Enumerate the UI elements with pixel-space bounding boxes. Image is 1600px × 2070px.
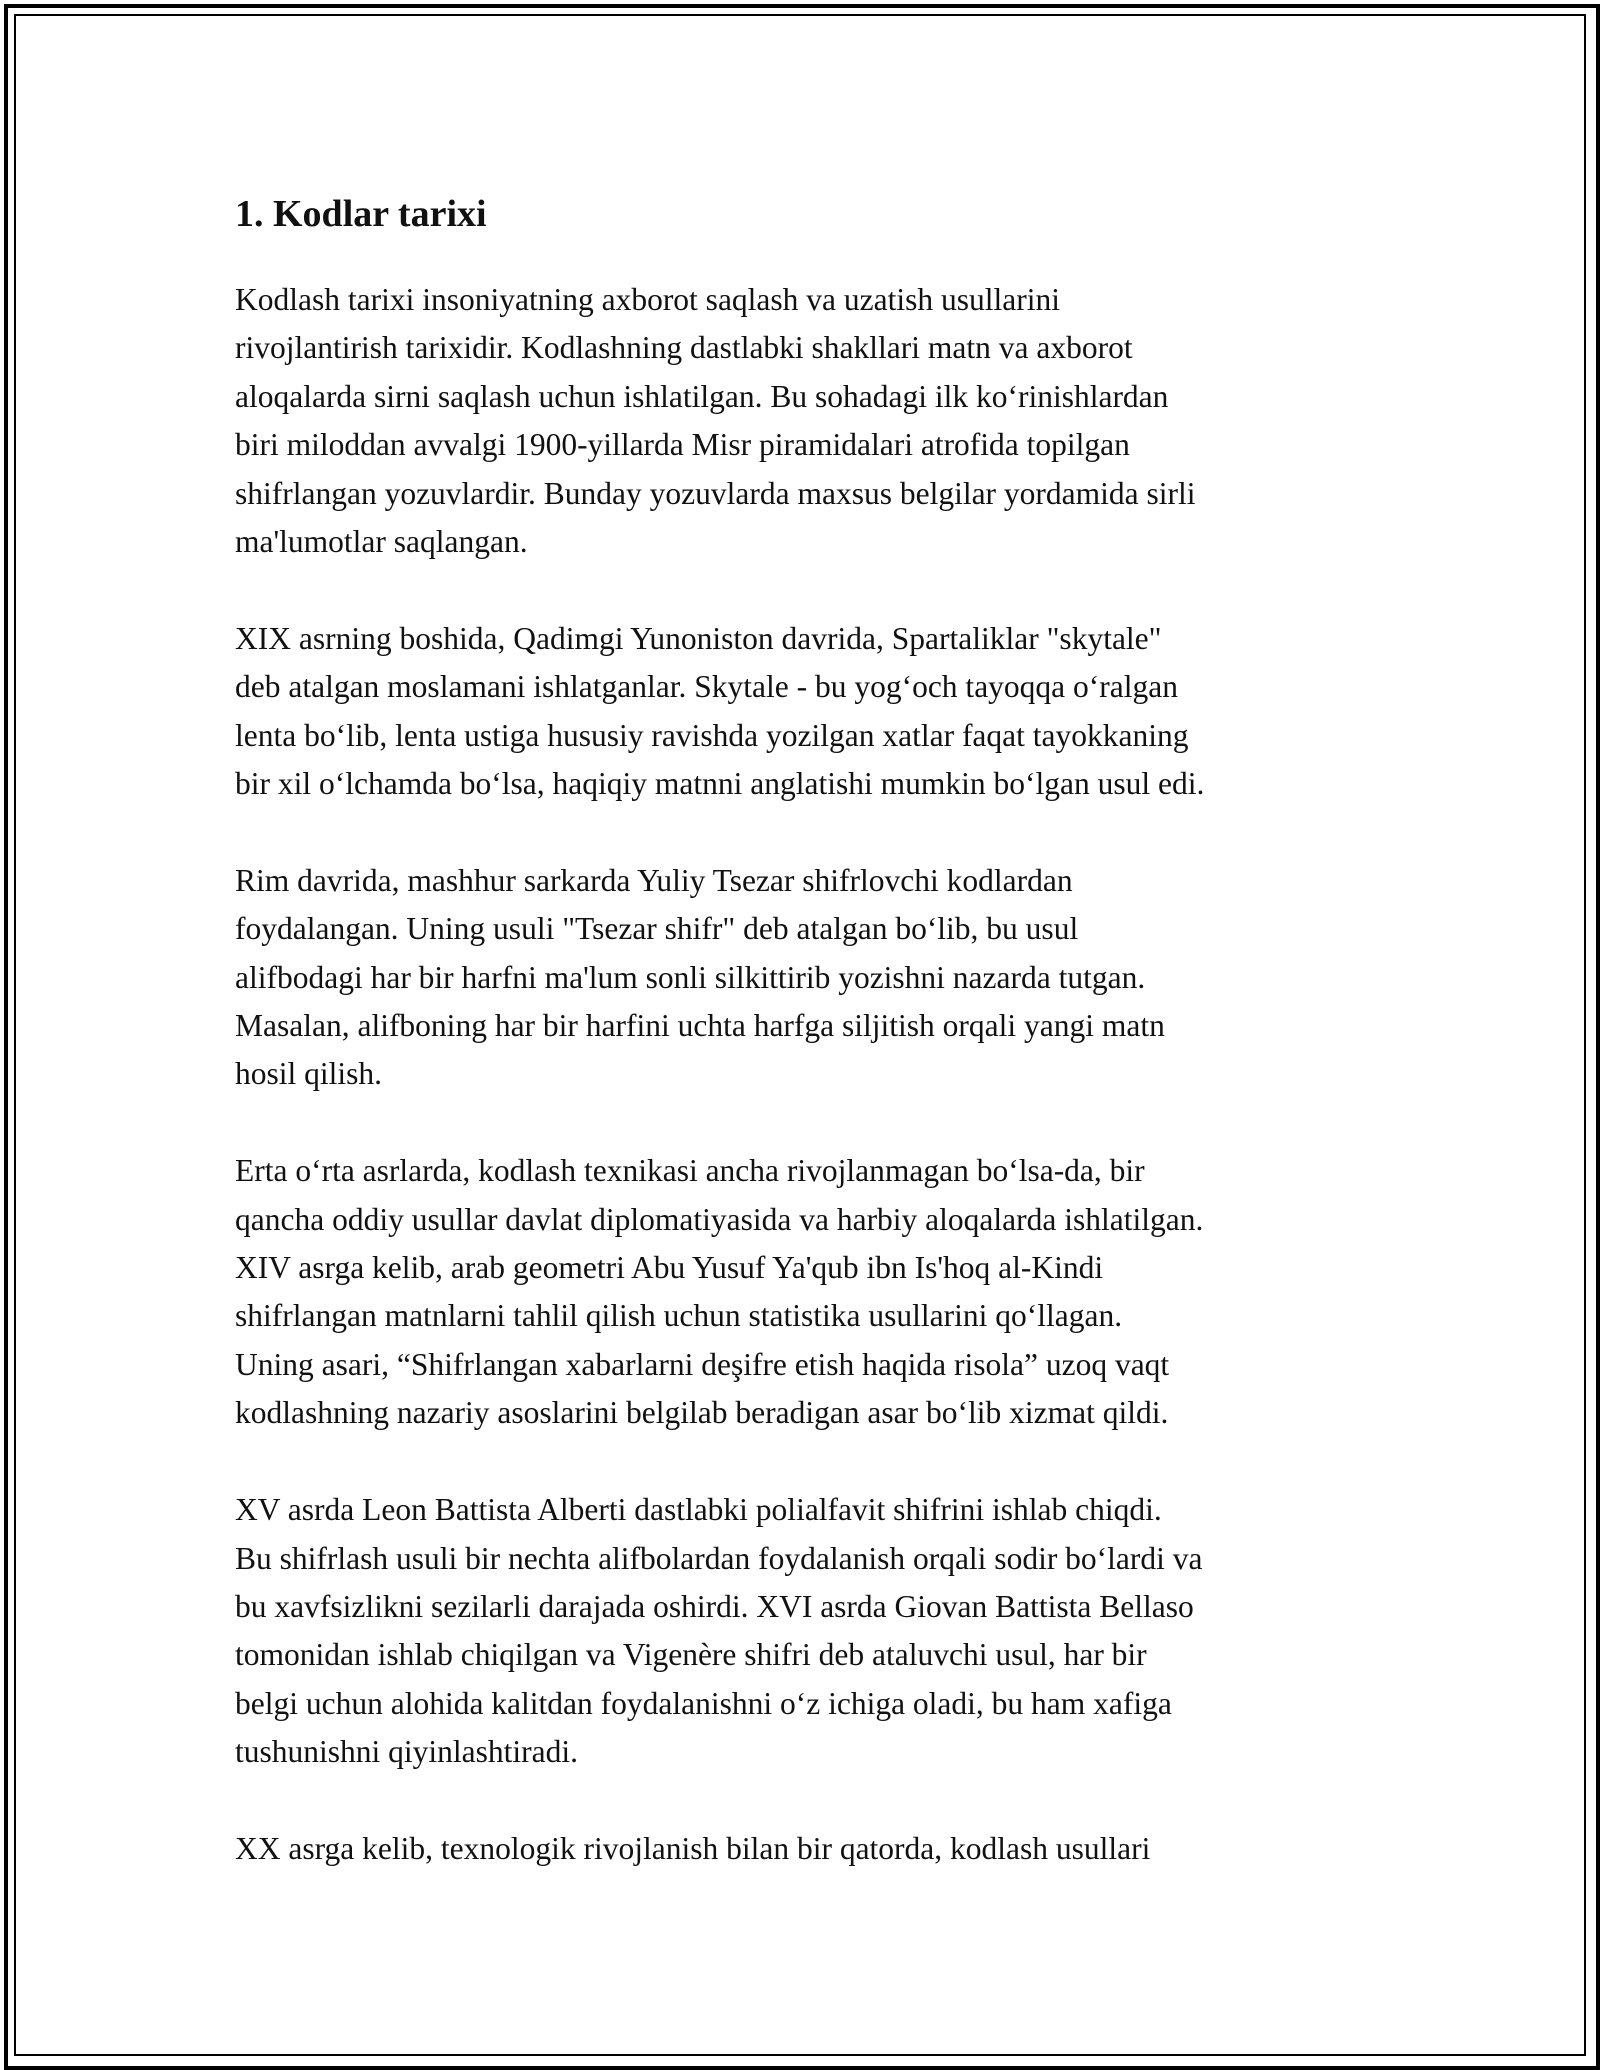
text-line: XV asrda Leon Battista Alberti dastlabki polialfavit shifrini ishlab chiqdi. [235, 1492, 1162, 1528]
text-line: kodlashning nazariy asoslarini belgilab beradigan asar boʻlib xizmat qildi. [235, 1395, 1169, 1431]
paragraphs [235, 276, 1375, 1873]
text-line: tushunishni qiyinlashtiradi. [235, 1734, 578, 1770]
paragraph-2 [235, 615, 1375, 809]
paragraph-6 [235, 1825, 1375, 1873]
text-line: belgi uchun alohida kalitdan foydalanishni oʻz ichiga oladi, bu ham xafiga [235, 1685, 1172, 1721]
text-line: Erta oʻrta asrlarda, kodlash texnikasi ancha rivojlanmagan boʻlsa-da, bir [235, 1153, 1145, 1189]
section-heading: 1. Kodlar tarixi [235, 193, 487, 235]
text-line: aloqalarda sirni saqlash uchun ishlatilgan. Bu sohadagi ilk koʻrinishlardan [235, 378, 1169, 414]
text-line: hosil qilish. [235, 1056, 383, 1092]
text-line: shifrlangan matnlarni tahlil qilish uchun statistika usullarini qoʻllagan. [235, 1298, 1123, 1334]
paragraph-1 [235, 276, 1375, 566]
text-line: bir xil oʻlchamda boʻlsa, haqiqiy matnni anglatishi mumkin boʻlgan usul edi. [235, 766, 1205, 802]
paragraph-3 [235, 857, 1375, 1099]
text-line: Uning asari, “Shifrlangan xabarlarni deşifre etish haqida risola” uzoq vaqt [235, 1346, 1170, 1382]
text-line: qancha oddiy usullar davlat diplomatiyasida va harbiy aloqalarda ishlatilgan. [235, 1201, 1204, 1237]
text-line: Rim davrida, mashhur sarkarda Yuliy Tsezar shifrlovchi kodlardan [235, 862, 1073, 898]
document-body [235, 186, 1375, 1922]
text-line: ma'lumotlar saqlangan. [235, 524, 528, 560]
paragraph-5 [235, 1486, 1375, 1776]
text-line: alifbodagi har bir harfni ma'lum sonli silkittirib yozishni nazarda tutgan. [235, 959, 1146, 995]
text-line: XIX asrning boshida, Qadimgi Yunoniston davrida, Spartaliklar "skytale" [235, 620, 1162, 656]
text-line: Kodlash tarixi insoniyatning axborot saqlash va uzatish usullarini [235, 282, 1060, 317]
text-line: deb atalgan moslamani ishlatganlar. Skytale - bu yogʻoch tayoqqa oʻralgan [235, 669, 1178, 705]
paragraph-4 [235, 1147, 1375, 1437]
text-line: foydalangan. Uning usuli "Tsezar shifr" deb atalgan boʻlib, bu usul [235, 911, 1079, 947]
text-line: lenta boʻlib, lenta ustiga hususiy ravishda yozilgan xatlar faqat tayokkaning [235, 717, 1189, 753]
text-line: biri miloddan avvalgi 1900-yillarda Misr piramidalari atrofida topilgan [235, 427, 1130, 463]
text-line: rivojlantirish tarixidir. Kodlashning dastlabki shakllari matn va axborot [235, 330, 1133, 366]
text-line: Masalan, alifboning har bir harfini uchta harfga siljitish orqali yangi matn [235, 1008, 1165, 1044]
text-line: shifrlangan yozuvlardir. Bunday yozuvlarda maxsus belgilar yordamida sirli [235, 475, 1196, 511]
text-line: XIV asrga kelib, arab geometri Abu Yusuf Ya'qub ibn Is'hoq al-Kindi [235, 1250, 1104, 1286]
text-line: XX asrga kelib, texnologik rivojlanish bilan bir qatorda, kodlash usullari [235, 1830, 1151, 1866]
text-line: bu xavfsizlikni sezilarli darajada oshirdi. XVI asrda Giovan Battista Bellaso [235, 1588, 1194, 1624]
text-line: Bu shifrlash usuli bir nechta alifbolardan foydalanish orqali sodir boʻlardi va [235, 1540, 1203, 1576]
text-line: tomonidan ishlab chiqilgan va Vigenère shifri deb ataluvchi usul, har bir [235, 1637, 1147, 1673]
